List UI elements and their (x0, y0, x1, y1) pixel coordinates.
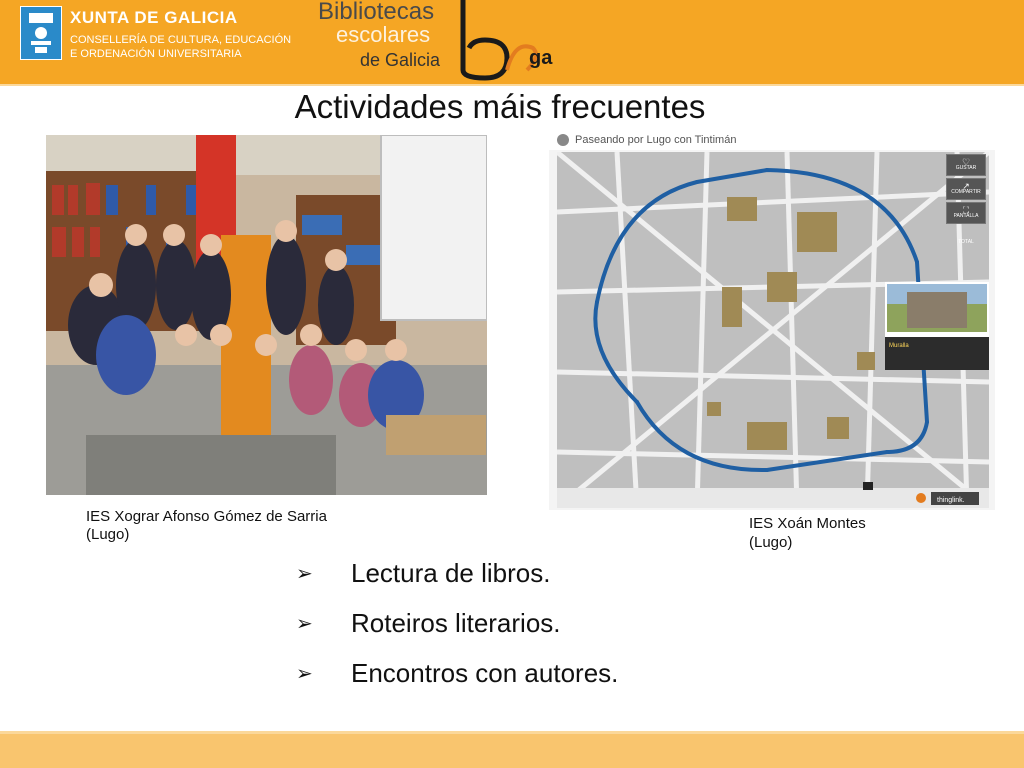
thinglink-map-panel[interactable] (549, 130, 995, 510)
map-caption: IES Xoán Montes (Lugo) (749, 515, 866, 551)
bga-logo-icon (455, 0, 575, 86)
list-item (296, 648, 618, 698)
footer-band (0, 731, 1024, 768)
photo-caption: IES Xograr Afonso Gómez de Sarria (Lugo) (86, 508, 327, 543)
arrow-bullet-icon: ➢ (296, 562, 313, 585)
slide-title: Actividades máis frecuentes (294, 88, 706, 125)
user-icon (557, 134, 569, 146)
library-group-photo (46, 135, 487, 495)
xunta-coat-of-arms-icon (20, 6, 62, 60)
footer-divider (0, 731, 1024, 734)
fullscreen-icon: ⛶ (962, 205, 970, 215)
list-item (296, 598, 618, 648)
video-icon[interactable] (863, 482, 873, 490)
bga-suffix: ga (529, 47, 553, 69)
share-icon: ↗ (962, 181, 970, 191)
arrow-bullet-icon: ➢ (296, 662, 313, 685)
list-item-text: Encontros con autores. (351, 657, 619, 688)
list-item (296, 548, 618, 598)
map-popup-heading: Muralla (889, 343, 909, 349)
lugo-city-map[interactable] (557, 152, 989, 508)
activity-list (296, 548, 618, 698)
list-item-text: Roteiros literarios. (351, 607, 561, 638)
xunta-title: XUNTA DE GALICIA (70, 8, 238, 27)
heart-icon: ♡ (961, 157, 971, 167)
de-galicia-logo-text: de Galicia (360, 50, 441, 70)
list-item-text: Lectura de libros. (351, 557, 551, 588)
map-title-bar (549, 130, 995, 150)
arrow-bullet-icon: ➢ (296, 612, 313, 635)
bibliotecas-logo-text: Bibliotecas (318, 0, 435, 25)
share-button[interactable]: ↗ COMPARTIR (946, 178, 986, 200)
escolares-logo-text: escolares (336, 22, 431, 47)
fullscreen-button[interactable]: ⛶ PANTALLA TOTAL (946, 202, 986, 224)
close-icon[interactable] (916, 493, 926, 503)
map-title: Paseando por Lugo con Tintimán (575, 134, 737, 146)
thinglink-label: thinglink. (937, 497, 965, 504)
conselleria-name: CONSELLERÍA DE CULTURA, EDUCACIÓN E ORDENACIÓN UNIVERSITARIA (70, 34, 292, 60)
like-button[interactable]: ♡ GUSTAR (946, 154, 986, 176)
